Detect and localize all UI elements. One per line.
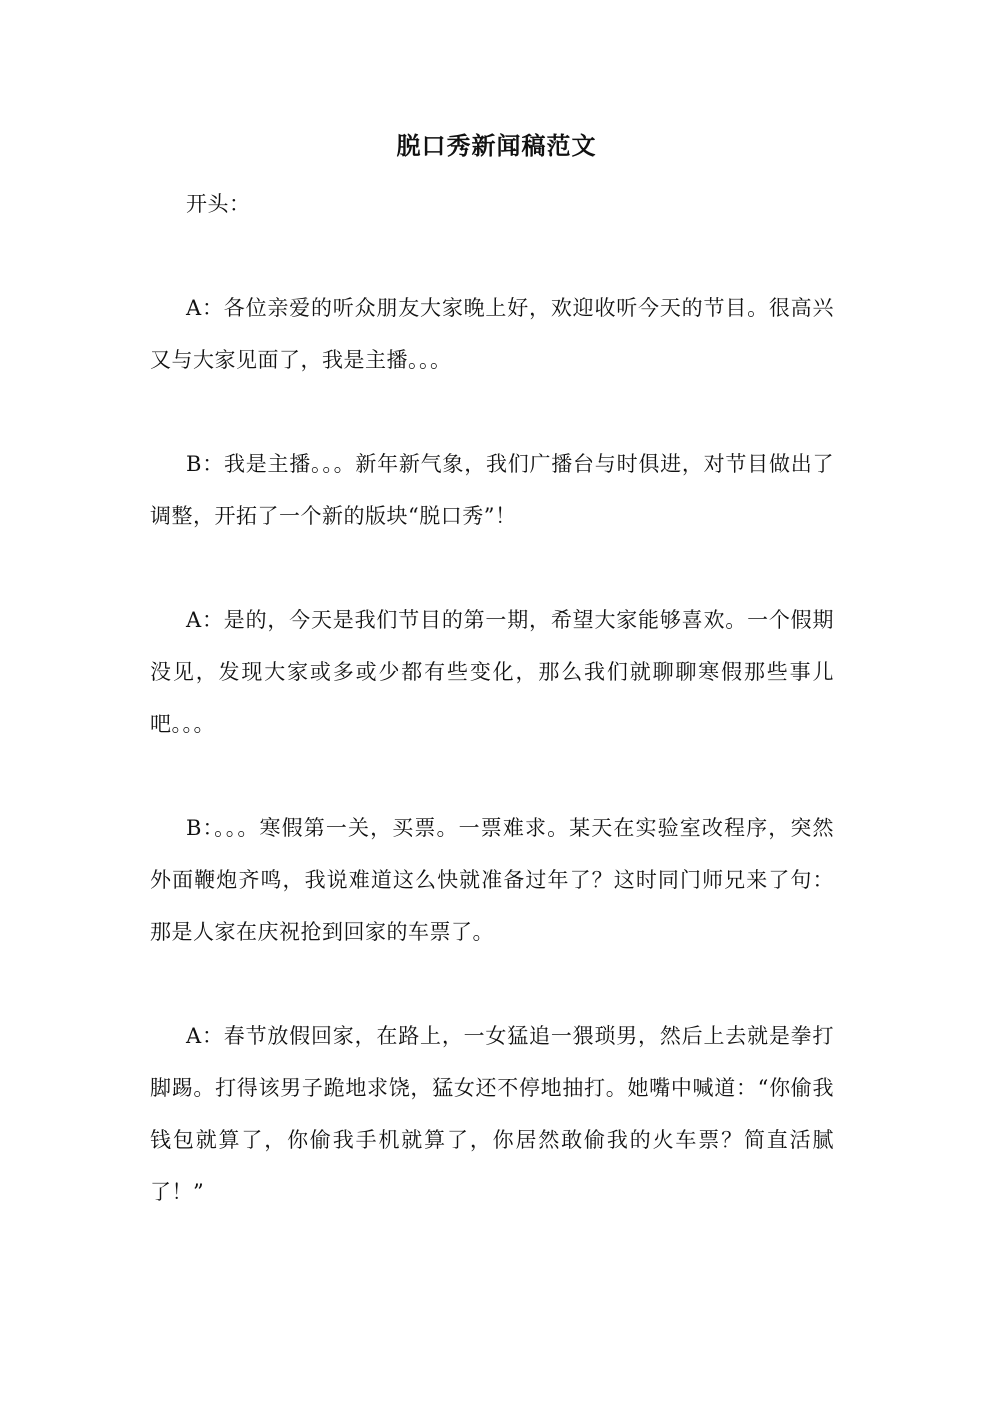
paragraph-gap [150, 386, 834, 438]
dialogue-paragraph-5: A：春节放假回家，在路上，一女猛追一猥琐男，然后上去就是拳打脚踢。打得该男子跪地求饶，猛女还不停地抽打。她嘴中喊道：“你偷我钱包就算了，你偷我手机就算了，你居然敢偷我的火车票？简直活腻了！” [150, 1024, 834, 1204]
document-title: 脱口秀新闻稿范文 [396, 131, 597, 160]
dialogue-paragraph-4: B：。。。寒假第一关，买票。一票难求。某天在实验室改程序，突然外面鞭炮齐鸣，我说难道这么快就准备过年了？这时同门师兄来了句：那是人家在庆祝抢到回家的车票了。 [150, 816, 834, 944]
section-heading: 开头： [186, 192, 251, 216]
dialogue-paragraph-2: B：我是主播。。。新年新气象，我们广播台与时俱进，对节目做出了调整，开拓了一个新的版块“脱口秀”！ [150, 452, 834, 528]
document-body [150, 178, 834, 1218]
paragraph-gap [150, 230, 834, 282]
dialogue-paragraph-3: A：是的，今天是我们节目的第一期，希望大家能够喜欢。一个假期没见，发现大家或多或少都有些变化，那么我们就聊聊寒假那些事儿吧。。。 [150, 608, 834, 736]
paragraph-gap [150, 542, 834, 594]
dialogue-paragraph-1: A：各位亲爱的听众朋友大家晚上好，欢迎收听今天的节目。很高兴又与大家见面了，我是主播。。。 [150, 296, 834, 372]
paragraph-gap [150, 750, 834, 802]
paragraph-gap [150, 958, 834, 1010]
